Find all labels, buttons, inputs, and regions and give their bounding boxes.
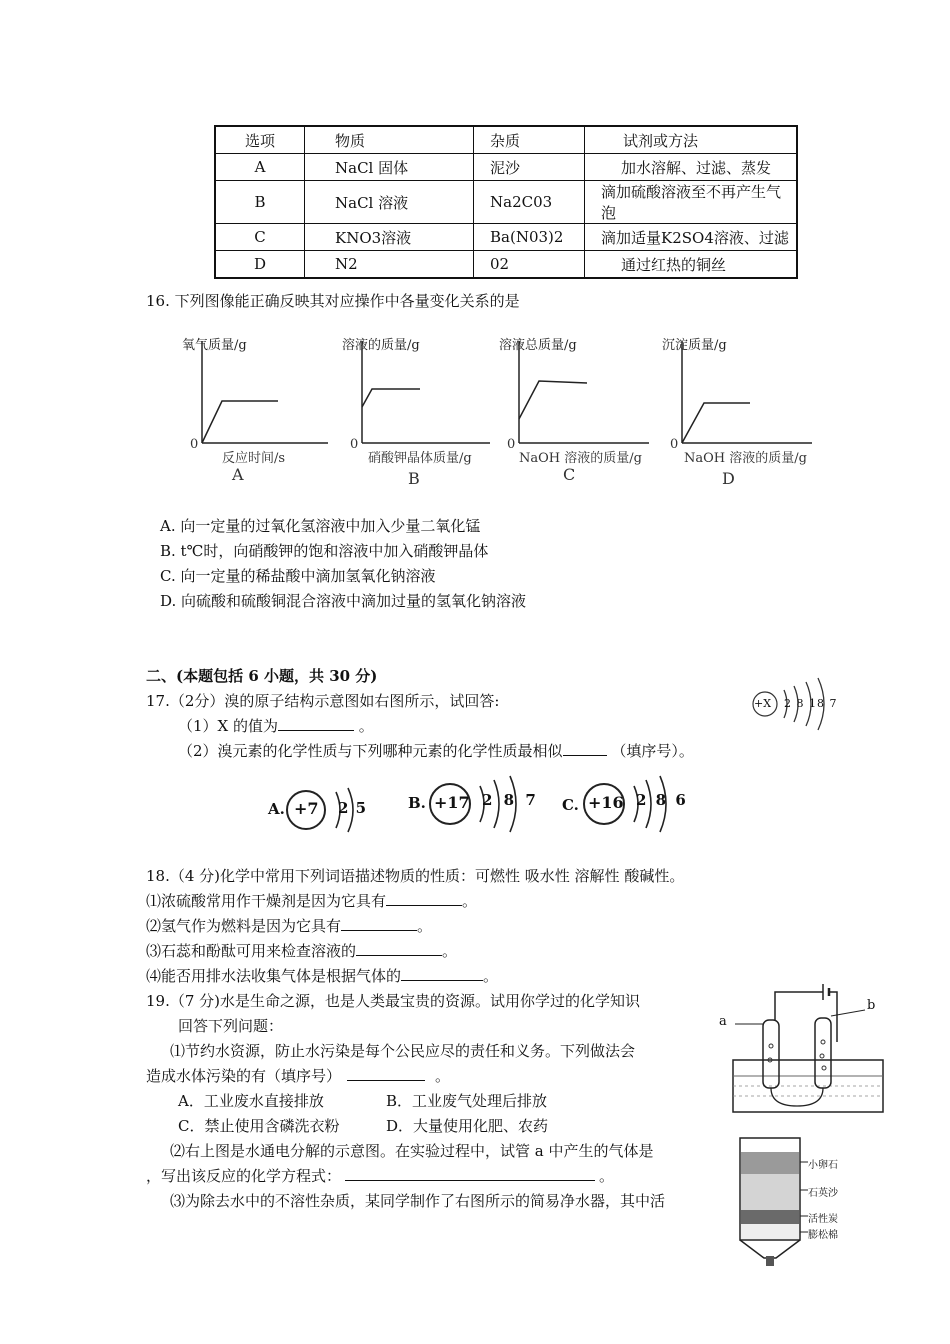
q19-part3: ⑶为除去水中的不溶性杂质，某同学制作了右图所示的简易净水器，其中活 (170, 1192, 666, 1210)
graph-a-curve (202, 401, 278, 443)
graph-d-origin: 0 (670, 437, 679, 452)
q18-line1-end: 。 (462, 892, 478, 910)
cell-impurity: 02 (474, 251, 585, 279)
q17-answer-blank-2[interactable] (563, 741, 607, 756)
table-row (215, 224, 797, 251)
q19-stem: 19.（7 分)水是生命之源，也是人类最宝贵的资源。试用你学过的化学知识 (146, 992, 641, 1010)
filter-layer-sand: 石英沙 (808, 1188, 838, 1199)
q19-option-d: D．大量使用化肥、农药 (386, 1117, 549, 1135)
atom-c-nucleus: +16 (588, 793, 624, 812)
graph-d (660, 333, 820, 493)
table-row (215, 154, 797, 181)
graph-b-origin: 0 (350, 437, 359, 452)
cell-method: 滴加适量K2SO4溶液、过滤 (585, 224, 798, 251)
cell-impurity: 泥沙 (474, 154, 585, 181)
atom-b-nucleus: +17 (434, 793, 470, 812)
graph-c (497, 333, 657, 493)
q18-blank-1[interactable] (386, 891, 462, 906)
q18-line1 (146, 890, 477, 911)
cell-method: 通过红热的铜丝 (585, 251, 798, 279)
q16-stem: 16. 下列图像能正确反映其对应操作中各量变化关系的是 (146, 292, 520, 310)
purification-table (214, 125, 798, 279)
atom-b (408, 772, 538, 836)
q19-option-b: B．工业废气处理后排放 (386, 1092, 548, 1110)
q18-blank-2[interactable] (341, 916, 417, 931)
graph-d-ylabel: 沉淀质量/g (662, 338, 727, 353)
graph-c-ylabel: 溶液总质量/g (499, 338, 577, 353)
q19-part2b (146, 1165, 614, 1186)
bromine-shell-counts: 2 8 18 7 (784, 697, 838, 710)
cell-option: B (215, 181, 305, 224)
atom-a (268, 780, 388, 840)
graph-c-xlabel: NaOH 溶液的质量/g (519, 451, 642, 466)
graph-a-letter: A (232, 465, 244, 484)
graph-d-xlabel: NaOH 溶液的质量/g (684, 451, 807, 466)
cell-impurity: Na2C03 (474, 181, 585, 224)
atom-a-letter: A. (268, 800, 285, 818)
q19-blank-1[interactable] (347, 1066, 425, 1081)
q18-line3-text: ⑶石蕊和酚酞可用来检查溶液的 (146, 942, 357, 960)
electrolysis-apparatus (715, 982, 890, 1114)
q19-part1b-end: 。 (435, 1067, 451, 1085)
q18-line2-text: ⑵氢气作为燃料是因为它具有 (146, 917, 342, 935)
cell-substance: KNO3溶液 (305, 224, 474, 251)
q16-option-b: B. t℃时，向硝酸钾的饱和溶液中加入硝酸钾晶体 (160, 542, 489, 560)
graph-d-letter: D (722, 469, 735, 488)
q17-stem: 17.（2分）溴的原子结构示意图如右图所示，试回答: (146, 692, 500, 710)
q18-line1-text: ⑴浓硫酸常用作干燥剂是因为它具有 (146, 892, 387, 910)
q17-answer-blank-1[interactable] (278, 716, 354, 731)
q19-part2b-text: ，写出该反应的化学方程式： (146, 1167, 342, 1185)
q18-line3 (146, 940, 457, 961)
q16-option-d: D. 向硫酸和硫酸铜混合溶液中滴加过量的氢氧化钠溶液 (160, 592, 527, 610)
bromine-diagram (748, 672, 838, 742)
q18-line2 (146, 915, 432, 936)
q17-part1 (178, 715, 374, 736)
atom-a-nucleus: +7 (294, 799, 319, 818)
atom-b-letter: B. (408, 794, 426, 812)
q18-line2-end: 。 (417, 917, 433, 935)
q17-part2-end: （填序号）。 (611, 742, 694, 760)
q17-part1-text: （1）X 的值为 (178, 717, 278, 735)
q16-option-c: C. 向一定量的稀盐酸中滴加氢氧化钠溶液 (160, 567, 436, 585)
header-impurity: 杂质 (474, 126, 585, 154)
q17-part2 (178, 740, 694, 761)
filter-layer-carbon: 活性炭 (808, 1214, 838, 1225)
cell-option: C (215, 224, 305, 251)
graph-b-ylabel: 溶液的质量/g (342, 338, 420, 353)
cell-method: 加水溶解、过滤、蒸发 (585, 154, 798, 181)
electrolysis-diagram (715, 982, 890, 1114)
cell-substance: N2 (305, 251, 474, 279)
graph-d-curve (682, 403, 750, 443)
atom-c-shell-counts: 2 8 6 (636, 791, 688, 809)
q19-part1b (146, 1065, 450, 1086)
q17-part2-text: （2）溴元素的化学性质与下列哪种元素的化学性质最相似 (178, 742, 563, 760)
cell-method: 滴加硫酸溶液至不再产生气泡 (585, 181, 798, 224)
graph-c-curve (519, 381, 587, 419)
table-row (215, 251, 797, 279)
q18-line4-text: ⑷能否用排水法收集气体是根据气体的 (146, 967, 402, 985)
table-header-row (215, 126, 797, 154)
bromine-nucleus: +X (754, 697, 772, 710)
q19-option-c: C．禁止使用含磷洗衣粉 (178, 1117, 340, 1135)
graph-a (180, 333, 330, 493)
q18-line4 (146, 965, 498, 986)
q19-part2b-end: 。 (599, 1167, 615, 1185)
graph-b (340, 333, 500, 493)
graph-a-ylabel: 氧气质量/g (182, 338, 247, 353)
q19-part2a: ⑵右上图是水通电分解的示意图。在实验过程中，试管 a 中产生的气体是 (170, 1142, 654, 1160)
cell-option: A (215, 154, 305, 181)
graph-b-letter: B (408, 469, 420, 488)
header-method: 试剂或方法 (585, 126, 798, 154)
cell-impurity: Ba(N03)2 (474, 224, 585, 251)
graph-c-letter: C (563, 465, 576, 484)
q16-option-a: A. 向一定量的过氧化氢溶液中加入少量二氧化锰 (160, 517, 481, 535)
graph-b-curve (362, 389, 420, 407)
q19-stem2: 回答下列问题： (178, 1017, 284, 1035)
filter-layer-cotton: 膨松棉 (808, 1230, 838, 1241)
q18-blank-3[interactable] (356, 941, 442, 956)
header-option: 选项 (215, 126, 305, 154)
header-substance: 物质 (305, 126, 474, 154)
q18-blank-4[interactable] (401, 966, 483, 981)
cell-option: D (215, 251, 305, 279)
graph-a-xlabel: 反应时间/s (222, 451, 286, 466)
q18-stem: 18.（4 分)化学中常用下列词语描述物质的性质：可燃性 吸水性 溶解性 酸碱性。 (146, 867, 685, 885)
electrolysis-label-b: b (867, 998, 876, 1013)
atom-c (562, 772, 692, 836)
graph-c-origin: 0 (507, 437, 516, 452)
atom-c-letter: C. (562, 796, 579, 814)
q19-part1a: ⑴节约水资源，防止水污染是每个公民应尽的责任和义务。下列做法会 (170, 1042, 636, 1060)
cell-substance: NaCl 溶液 (305, 181, 474, 224)
atom-a-shell-counts: 2 5 (338, 799, 368, 817)
filter-layer-pebbles: 小卵石 (808, 1160, 838, 1171)
water-filter-diagram (738, 1130, 848, 1270)
electrolysis-label-a: a (719, 1014, 727, 1029)
q17-part1-end: 。 (358, 717, 374, 735)
q19-blank-2[interactable] (345, 1166, 595, 1181)
q18-line4-end: 。 (483, 967, 499, 985)
q19-part1b-text: 造成水体污染的有（填序号） (146, 1067, 342, 1085)
atom-b-shell-counts: 2 8 7 (482, 791, 539, 809)
table-row (215, 181, 797, 224)
q19-option-a: A．工业废水直接排放 (178, 1092, 324, 1110)
graph-b-xlabel: 硝酸钾晶体质量/g (368, 451, 472, 466)
cell-substance: NaCl 固体 (305, 154, 474, 181)
water-filter (738, 1130, 848, 1270)
section-title: 二、(本题包括 6 小题，共 30 分) (146, 667, 378, 685)
atom-a-shells (268, 780, 388, 840)
q18-line3-end: 。 (442, 942, 458, 960)
graph-a-origin: 0 (190, 437, 199, 452)
